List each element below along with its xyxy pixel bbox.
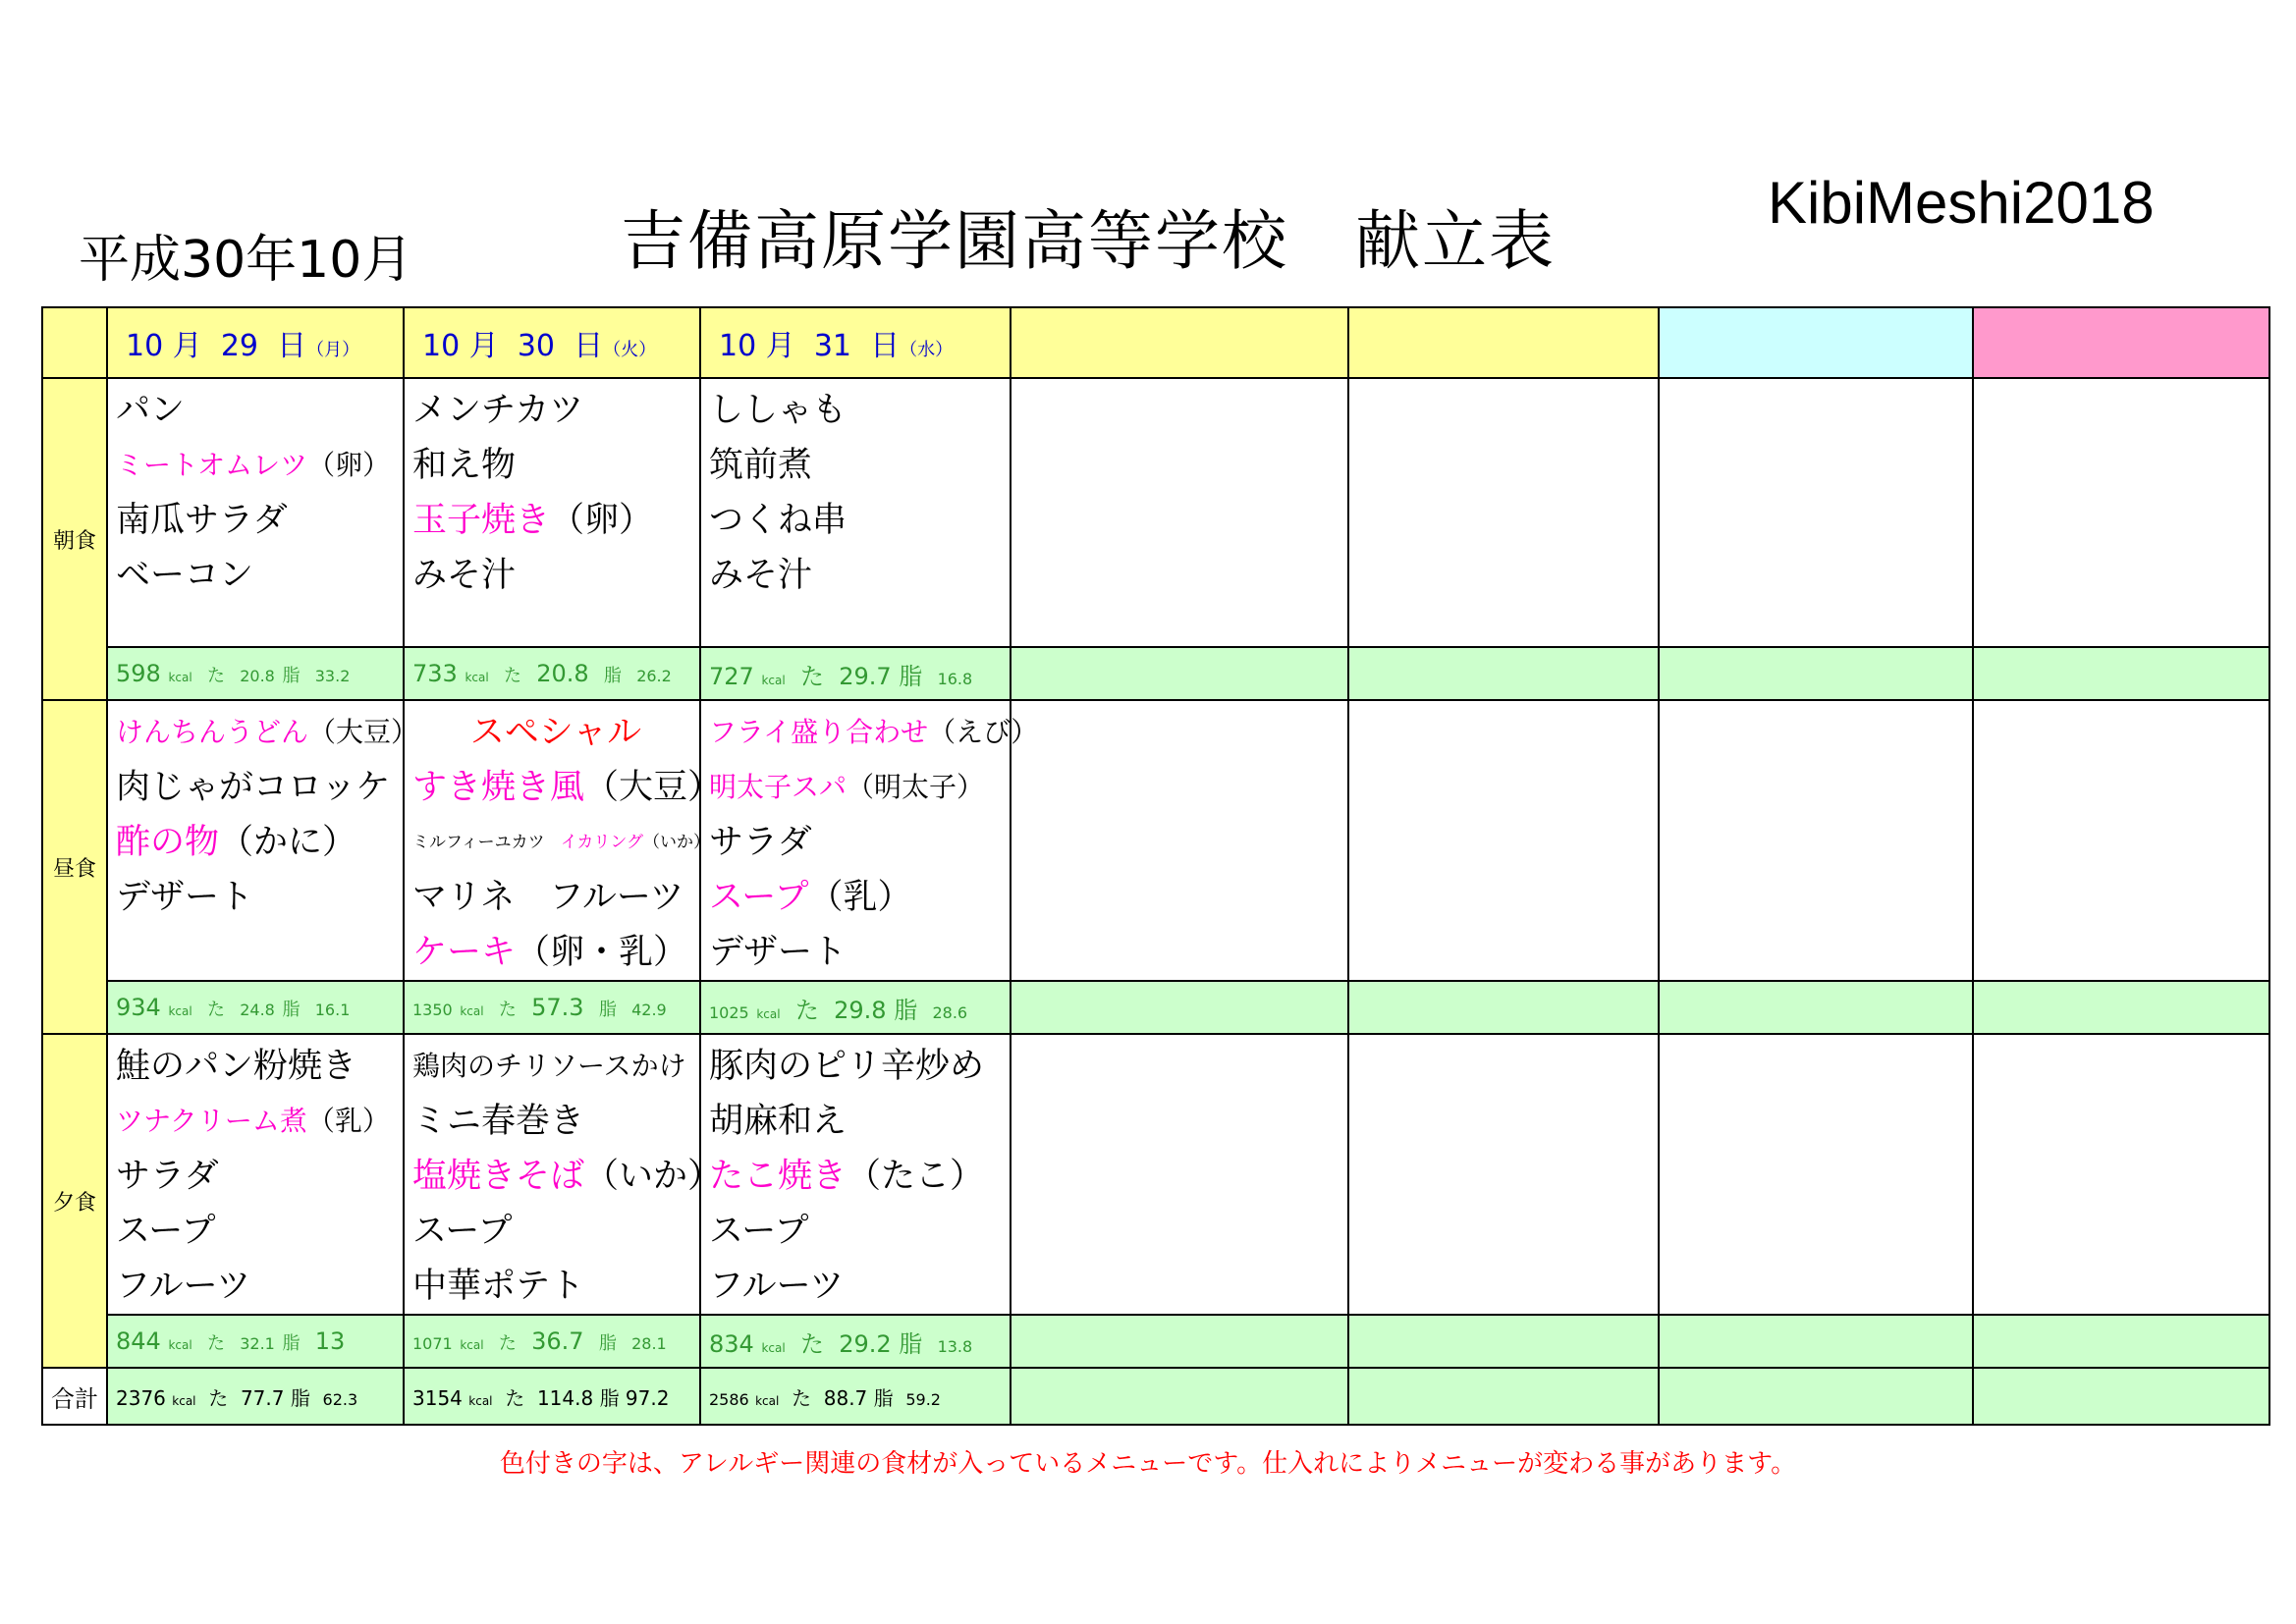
menu-item: フルーツ [709,1267,845,1306]
menu-item: 中華ポテト [412,1267,585,1306]
menu-item: スープ [709,1212,809,1251]
menu-item: たこ焼き（たこ） [709,1157,985,1196]
menu-item: フライ盛り合わせ（えび） [709,716,1039,748]
empty-cell [1973,700,2269,981]
menu-table [41,306,2270,1426]
breakfast-nutrition-row [42,647,2269,700]
dinner-row [42,1034,2269,1315]
menu-item: すき焼き風（大豆） [412,768,723,807]
date-label-2: 10 月 31 日（水） [719,329,954,363]
empty-cell [1659,1034,1973,1315]
breakfast-cell-0 [107,378,404,647]
lunch-cell-1 [404,700,723,981]
empty-cell [1348,647,1659,700]
lunch-nutrition-row [42,981,2269,1034]
menu-item: 豚肉のピリ辛炒め [709,1047,985,1086]
empty-cell [1011,647,1348,700]
menu-item: 南瓜サラダ [116,501,288,540]
menu-item: 筑前煮 [709,446,813,485]
breakfast-cell-1 [404,378,700,647]
menu-item: デザート [116,878,254,917]
menu-item: 鮭のパン粉焼き [116,1047,357,1086]
empty-cell [1011,1034,1348,1315]
dinner-cell-2 [700,1034,1011,1315]
empty-cell [1973,378,2269,647]
lunch-cell-0 [107,700,419,981]
nutrition-cell-0: 598 kcal た 20.8 脂 33.2 [107,647,404,700]
empty-cell [1348,1315,1659,1368]
empty-cell [1348,981,1659,1034]
empty-cell [1659,647,1973,700]
nutrition-cell-1: 1350 kcal た 57.3 脂 42.9 [404,981,700,1034]
empty-cell [1348,378,1659,647]
date-header-empty-6 [1973,307,2269,378]
empty-cell [1659,378,1973,647]
menu-item: 胡麻和え [709,1102,847,1141]
empty-cell [1348,1034,1659,1315]
date-header-empty-3 [1011,307,1348,378]
empty-cell [1973,1368,2269,1425]
breakfast-label: 朝食 [42,378,107,700]
empty-cell [1659,1315,1973,1368]
menu-item: ベーコン [116,556,254,595]
menu-item: けんちんうどん（大豆） [116,716,419,748]
menu-item: マリネ フルーツ [412,878,684,917]
menu-item: スープ [116,1212,216,1251]
menu-item: 明太子スパ（明太子） [709,771,985,803]
empty-cell [1973,981,2269,1034]
nutrition-cell-2: 727 kcal た 29.7 脂 16.8 [700,647,1011,700]
total-row [42,1368,2269,1425]
nutrition-cell-1: 1071 kcal た 36.7 脂 28.1 [404,1315,700,1368]
empty-cell [1973,1315,2269,1368]
date-label-1: 10 月 30 日（火） [422,329,657,363]
nutrition-cell-2: 1025 kcal た 29.8 脂 28.6 [700,981,1011,1034]
menu-item: メンチカツ [412,391,584,430]
allergen-footer-note: 色付きの字は、アレルギー関連の食材が入っているメニューです。仕入れによりメニューが変わる事があります。 [499,1449,1797,1479]
corner-cell [42,307,107,378]
nutrition-cell-0: 934 kcal た 24.8 脂 16.1 [107,981,404,1034]
empty-cell [1659,1368,1973,1425]
empty-cell [1973,647,2269,700]
special-title: スペシャル [469,713,642,752]
nutrition-cell-0: 844 kcal た 32.1 脂 13 [107,1315,404,1368]
menu-item: デザート [709,933,847,972]
date-header-2 [700,307,1011,378]
menu-item: パン [116,391,186,430]
menu-item: ツナクリーム煮（乳） [116,1105,390,1137]
menu-item: スープ（乳） [709,878,912,917]
dinner-nutrition-row [42,1315,2269,1368]
menu-item: ミニ春巻き [412,1102,585,1141]
menu-item: 鶏肉のチリソースかけ [412,1050,686,1082]
date-label: 平成30年10月 [79,231,413,290]
total-cell-0: 2376 kcal た 77.7 脂 62.3 [107,1368,404,1425]
dinner-cell-1 [404,1034,723,1315]
menu-item: ミートオムレツ（卵） [116,449,391,481]
total-cell-2: 2586 kcal た 88.7 脂 59.2 [700,1368,1011,1425]
dinner-label: 夕食 [42,1034,107,1368]
empty-cell [1011,700,1348,981]
date-header-0 [107,307,404,378]
breakfast-row [42,378,2269,647]
empty-cell [1011,981,1348,1034]
menu-item: フルーツ [116,1267,251,1306]
breakfast-cell-2 [700,378,1011,647]
page-title: 吉備高原学園高等学校 献立表 [621,203,1556,279]
menu-item: 酢の物（かに） [116,823,357,862]
menu-item: スープ [412,1212,513,1251]
empty-cell [1011,1315,1348,1368]
menu-item: ケーキ（卵・乳） [412,933,688,972]
empty-cell [1348,1368,1659,1425]
empty-cell [1348,700,1659,981]
nutrition-cell-2: 834 kcal た 29.2 脂 13.8 [700,1315,1011,1368]
date-header-empty-4 [1348,307,1659,378]
nutrition-cell-1: 733 kcal た 20.8 脂 26.2 [404,647,700,700]
date-header-row [42,307,2269,378]
menu-item: 塩焼きそば（いか） [412,1157,723,1196]
date-header-1 [404,307,700,378]
lunch-row [42,700,2269,981]
date-header-empty-5 [1659,307,1973,378]
empty-cell [1011,1368,1348,1425]
empty-cell [1011,378,1348,647]
menu-item: 和え物 [412,446,517,485]
lunch-cell-2 [700,700,1039,981]
empty-cell [1659,700,1973,981]
menu-item: ししゃも [709,391,847,430]
brand-logo: KibiMeshi2018 [1768,170,2155,236]
dinner-cell-0 [107,1034,404,1315]
total-label: 合計 [42,1368,107,1425]
menu-item: 肉じゃがコロッケ [116,768,391,807]
menu-item: みそ汁 [412,556,517,595]
menu-item: 玉子焼き（卵） [412,501,654,540]
menu-item: サラダ [116,1157,219,1196]
empty-cell [1973,1034,2269,1315]
menu-item: サラダ [709,823,812,862]
empty-cell [1659,981,1973,1034]
menu-item: ミルフィーユカツ イカリング（いか） [412,833,711,852]
menu-item: つくね串 [709,501,847,540]
menu-item: みそ汁 [709,556,813,595]
lunch-label: 昼食 [42,700,107,1034]
date-label-0: 10 月 29 日（月） [126,329,360,363]
total-cell-1: 3154 kcal た 114.8 脂 97.2 [404,1368,700,1425]
